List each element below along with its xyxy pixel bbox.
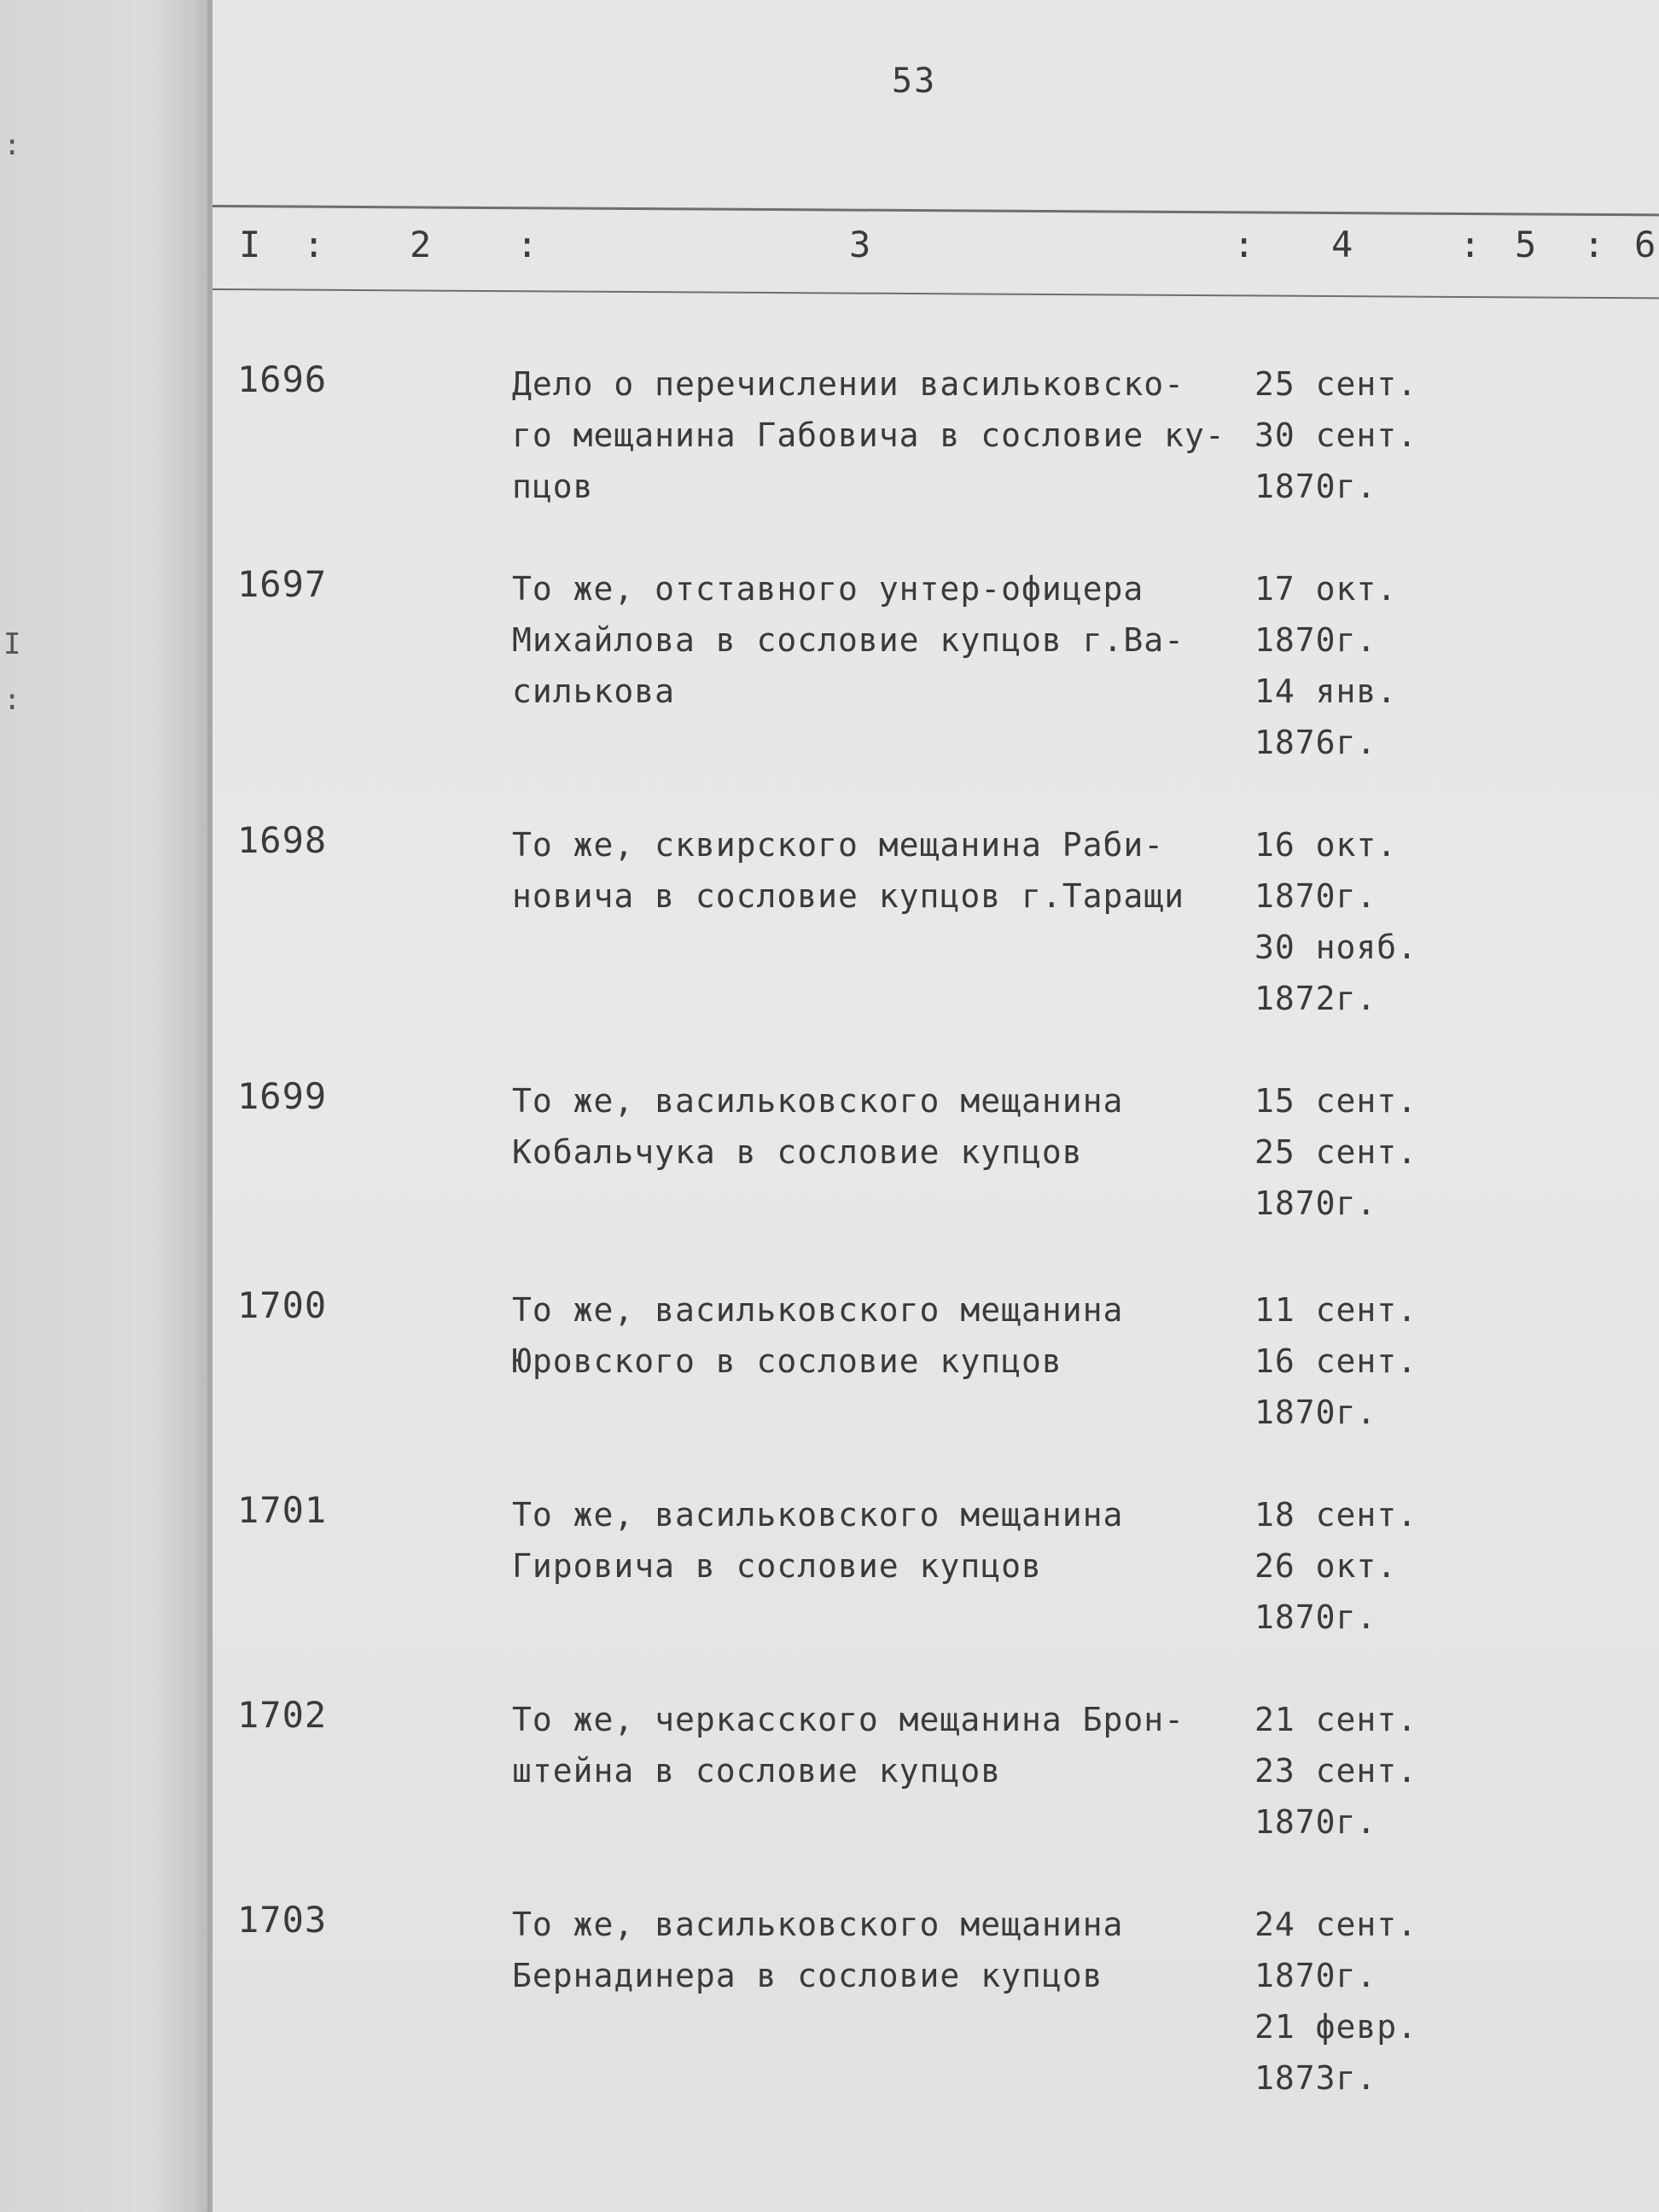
column-separator: :: [303, 224, 325, 265]
column-separator: :: [1233, 224, 1255, 265]
date-line: 1870г.: [1254, 1394, 1377, 1431]
date-line: 11 сент.: [1254, 1291, 1418, 1329]
entry-number: 1700: [237, 1284, 328, 1326]
description-line: То же, васильковского мещанина: [512, 1291, 1124, 1329]
date-line: 16 окт.: [1254, 826, 1398, 864]
column-separator: :: [1459, 224, 1481, 265]
description-line: новича в сословие купцов г.Таращи: [512, 877, 1185, 915]
column-header-5: 5: [1515, 224, 1537, 265]
description-line: штейна в сословие купцов: [512, 1752, 1002, 1790]
description-line: Бернадинера в сословие купцов: [512, 1957, 1103, 1994]
entry-description: [512, 1694, 1220, 1796]
date-line: 26 окт.: [1254, 1547, 1398, 1585]
entry-number: 1697: [237, 563, 328, 605]
description-line: То же, васильковского мещанина: [512, 1906, 1124, 1943]
margin-mark: :: [3, 128, 21, 162]
date-line: 1870г.: [1254, 1803, 1377, 1841]
date-line: 23 сент.: [1254, 1752, 1418, 1790]
date-line: 18 сент.: [1254, 1496, 1418, 1534]
description-line: го мещанина Габовича в сословие ку-: [512, 416, 1225, 454]
entry-dates: [1254, 1899, 1442, 2104]
column-header-4: 4: [1331, 224, 1353, 265]
entry-dates: [1254, 1489, 1442, 1643]
entry-description: [512, 1899, 1220, 2001]
entry-description: [512, 358, 1225, 512]
description-line: силькова: [512, 672, 676, 710]
date-line: 1870г.: [1254, 1185, 1377, 1222]
date-line: 15 сент.: [1254, 1082, 1418, 1120]
date-line: 25 сент.: [1254, 1133, 1418, 1171]
column-header-1: I: [239, 224, 261, 265]
description-line: Дело о перечислении васильковско-: [512, 365, 1185, 403]
description-line: То же, черкасского мещанина Брон-: [512, 1701, 1185, 1738]
description-line: То же, отставного унтер-офицера: [512, 570, 1144, 608]
description-line: пцов: [512, 468, 594, 505]
page-number: 53: [892, 61, 937, 101]
entry-number: 1703: [237, 1899, 328, 1941]
date-line: 21 февр.: [1254, 2008, 1418, 2046]
entry-description: [512, 1489, 1220, 1592]
column-separator: :: [516, 224, 538, 265]
entry-number: 1702: [237, 1694, 328, 1736]
column-header-2: 2: [410, 224, 432, 265]
entry-dates: [1254, 358, 1442, 512]
column-header-6: 6: [1634, 224, 1656, 265]
date-line: 1872г.: [1254, 980, 1377, 1017]
entry-dates: [1254, 1694, 1442, 1848]
entry-description: [512, 1075, 1220, 1178]
entry-number: 1696: [237, 358, 328, 400]
description-line: То же, васильковского мещанина: [512, 1082, 1124, 1120]
date-line: 30 нояб.: [1254, 928, 1418, 966]
column-separator: :: [1583, 224, 1605, 265]
binding-strip: [0, 0, 209, 2212]
entry-dates: [1254, 1284, 1442, 1438]
date-line: 1870г.: [1254, 1598, 1377, 1636]
description-line: Михайлова в сословие купцов г.Ва-: [512, 621, 1185, 659]
date-line: 1870г.: [1254, 1957, 1377, 1994]
entry-dates: [1254, 819, 1442, 1024]
entry-number: 1701: [237, 1489, 328, 1531]
date-line: 14 янв.: [1254, 672, 1398, 710]
column-header-3: 3: [849, 224, 871, 265]
table-header: [0, 224, 1659, 275]
margin-mark: :: [3, 683, 21, 717]
description-line: То же, васильковского мещанина: [512, 1496, 1124, 1534]
date-line: 25 сент.: [1254, 365, 1418, 403]
description-line: Юровского в сословие купцов: [512, 1342, 1062, 1380]
entry-description: [512, 1284, 1220, 1387]
date-line: 1870г.: [1254, 468, 1377, 505]
margin-mark: I: [3, 627, 21, 661]
description-line: То же, сквирского мещанина Раби-: [512, 826, 1165, 864]
date-line: 1870г.: [1254, 877, 1377, 915]
description-line: Кобальчука в сословие купцов: [512, 1133, 1083, 1171]
entry-dates: [1254, 1075, 1442, 1229]
date-line: 17 окт.: [1254, 570, 1398, 608]
date-line: 1876г.: [1254, 724, 1377, 761]
entry-description: [512, 563, 1220, 717]
entry-number: 1698: [237, 819, 328, 861]
date-line: 1873г.: [1254, 2059, 1377, 2097]
date-line: 24 сент.: [1254, 1906, 1418, 1943]
description-line: Гировича в сословие купцов: [512, 1547, 1042, 1585]
date-line: 1870г.: [1254, 621, 1377, 659]
date-line: 30 сент.: [1254, 416, 1418, 454]
entry-description: [512, 819, 1220, 922]
entry-number: 1699: [237, 1075, 328, 1117]
date-line: 16 сент.: [1254, 1342, 1418, 1380]
date-line: 21 сент.: [1254, 1701, 1418, 1738]
entry-dates: [1254, 563, 1442, 768]
